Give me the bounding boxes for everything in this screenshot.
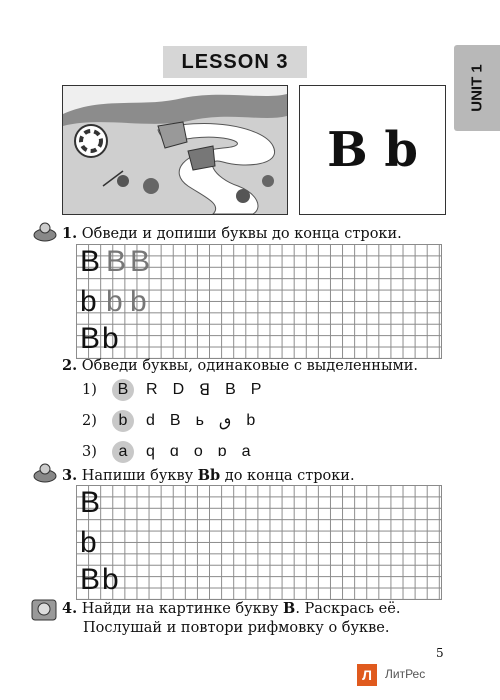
task1-row3-letter-lower: b — [102, 322, 119, 355]
highlighted-letter: B — [112, 379, 134, 401]
letter-option[interactable]: ɑ — [169, 443, 179, 460]
task2-row-1 — [82, 379, 276, 401]
letter-option[interactable]: o — [193, 443, 203, 460]
publisher-logo: Л — [357, 664, 377, 686]
task1-row1-trace-2: B — [130, 245, 151, 278]
letter-option[interactable]: ь — [195, 412, 204, 429]
task4-text-after: . Раскрась её. — [295, 601, 401, 617]
lesson-illustration — [62, 85, 288, 215]
letter-option[interactable]: ꓭ — [199, 382, 211, 399]
cartoon-character-icon — [30, 596, 58, 622]
letter-option[interactable]: d — [146, 412, 155, 429]
letter-option[interactable]: b — [246, 412, 256, 429]
watermark: ЛитРес — [385, 667, 426, 681]
row-number: 1) — [82, 382, 97, 398]
task3-bold-letters: Bb — [197, 467, 221, 484]
letter-option[interactable]: q — [146, 443, 155, 460]
task1-row2-letter: b — [80, 285, 97, 318]
landscape-illustration — [63, 86, 287, 214]
task4-text-before: Найди на картинке букву — [81, 601, 284, 617]
task1-writing-grid[interactable] — [76, 244, 442, 359]
unit-tab — [454, 45, 500, 131]
task1-row1-letter: B — [80, 245, 101, 278]
task1-text: Обведи и допиши буквы до конца строки. — [81, 226, 402, 242]
task3-text-before: Напиши букву — [81, 468, 198, 484]
row-number: 2) — [82, 413, 97, 429]
page-number: 5 — [436, 646, 444, 660]
task3-text-after: до конца строки. — [220, 468, 355, 484]
letter-option[interactable]: D — [172, 381, 185, 398]
task1-row1-trace: B — [106, 245, 127, 278]
unit-tab-label: UNIT 1 — [468, 64, 486, 112]
task4-heading-line2: Послушай и повтори рифмовку о букве. — [83, 620, 390, 636]
letter-option[interactable]: a — [241, 443, 251, 460]
row-number: 3) — [82, 444, 97, 460]
highlighted-letter: a — [112, 441, 134, 463]
task3-writing-grid[interactable] — [76, 485, 442, 600]
task3-row1-letter: B — [80, 486, 101, 519]
letter-card: B b — [299, 85, 446, 215]
letter-option[interactable]: ɒ — [217, 443, 227, 460]
task2-heading — [62, 357, 418, 374]
lesson-title: LESSON 3 — [163, 46, 307, 78]
task4-number: 4. — [62, 600, 78, 617]
task4-bold-letter: B — [283, 600, 296, 617]
task1-row2-trace: b — [106, 285, 123, 318]
letter-option[interactable]: P — [250, 381, 262, 398]
task2-row-3 — [82, 441, 266, 463]
task3-row3-letter-upper: B — [80, 563, 101, 596]
task2-row-2 — [82, 410, 270, 432]
task1-heading — [62, 225, 402, 242]
task1-row3-letter-upper: B — [80, 322, 101, 355]
letter-option[interactable]: ٯ — [218, 413, 232, 430]
letter-option[interactable]: B — [169, 412, 181, 429]
task3-row2-letter: b — [80, 526, 97, 559]
turtle-icon — [32, 221, 58, 243]
turtle-icon — [32, 462, 58, 484]
task3-number: 3. — [62, 467, 78, 484]
task2-number: 2. — [62, 357, 78, 374]
letter-option[interactable]: R — [146, 381, 158, 398]
task1-number: 1. — [62, 225, 78, 242]
task3-row3-letter-lower: b — [102, 563, 119, 596]
task2-text: Обведи буквы, одинаковые с выделенными. — [81, 358, 419, 374]
task1-row2-trace-2: b — [130, 285, 147, 318]
task3-heading — [62, 467, 355, 484]
task4-heading-line1 — [62, 600, 400, 617]
letter-option[interactable]: B — [225, 381, 236, 398]
highlighted-letter: b — [112, 410, 134, 432]
